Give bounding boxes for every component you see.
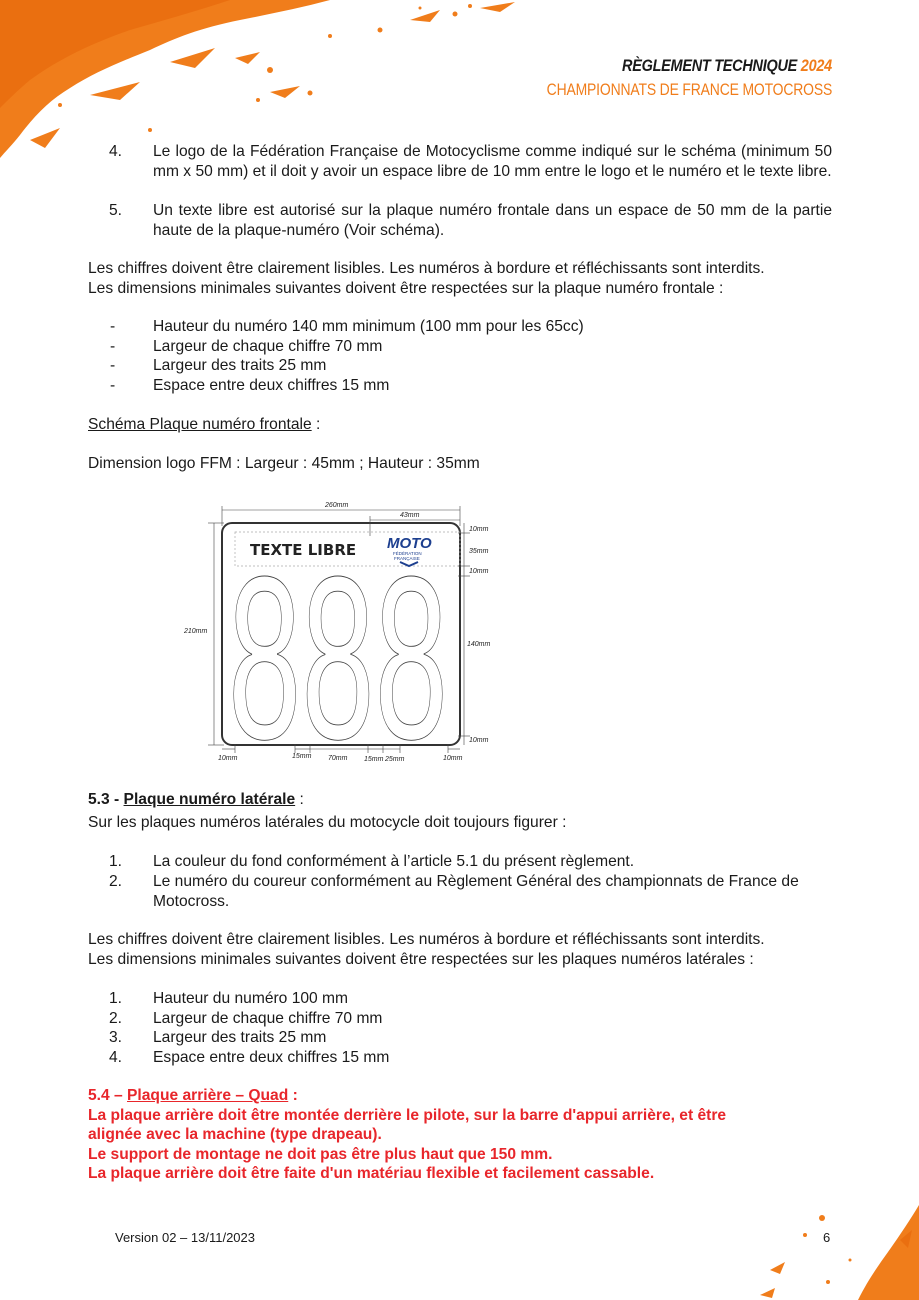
front-plate-diagram [180, 496, 500, 768]
paragraph-line: Les dimensions minimales suivantes doivent être respectées sur les plaques numéros latérales : [88, 950, 754, 968]
list-marker: - [110, 357, 116, 374]
list-item [88, 201, 832, 240]
dim-digit-width: 70mm [328, 755, 348, 762]
list-item-text: Hauteur du numéro 140 mm minimum (100 mm pour les 65cc) [153, 318, 584, 335]
schema-caption [88, 415, 832, 435]
ffm-logo-sub2: FRANÇAISE [394, 556, 420, 561]
list-marker: 5. [109, 202, 123, 219]
list-item-text: Hauteur du numéro 100 mm [153, 990, 349, 1007]
list-item [88, 1028, 832, 1048]
section-text-line: La plaque arrière doit être montée derrière le pilote, sur la barre d'appui arrière, et être [88, 1106, 727, 1124]
dim-space1: 15mm [292, 753, 312, 760]
list-marker: - [110, 376, 116, 394]
list-item-text: Un texte libre est autorisé sur la plaque numéro frontale dans un espace de 50 mm de la partie haute de la plaque-numéro (Voir schéma). [153, 202, 832, 239]
list-item [88, 317, 832, 337]
dim-height: 210mm [184, 628, 208, 635]
list-item-text: Largeur des traits 25 mm [153, 1029, 327, 1046]
section-text-line: La plaque arrière doit être faite d'un matériau flexible et facilement cassable. [88, 1165, 655, 1182]
dim-gap: 10mm [469, 568, 489, 575]
dim-left-margin: 10mm [218, 755, 238, 762]
list-marker: - [110, 318, 116, 335]
footer-version: Version 02 – 13/11/2023 [115, 1230, 255, 1245]
logo-dimensions: Dimension logo FFM : Largeur : 45mm ; Hauteur : 35mm [88, 455, 480, 472]
list-marker: 4. [109, 143, 123, 160]
dim-right-margin: 10mm [443, 755, 463, 762]
list-marker: 2. [109, 1009, 123, 1027]
document-subtitle: CHAMPIONNATS DE FRANCE MOTOCROSS [546, 80, 832, 99]
document-title-year: 2024 [800, 56, 832, 75]
page-number: 6 [823, 1230, 831, 1245]
list-item [88, 356, 832, 376]
section-title: Plaque numéro latérale [123, 791, 296, 808]
list-item-text: Le logo de la Fédération Française de Motocyclisme comme indiqué sur le schéma (minimum 50 mm x 50 mm) et il doit y avoir un espace libre de 10 mm entre le logo et le numéro et le texte libre. [153, 143, 832, 180]
dim-top-gap: 10mm [469, 526, 489, 533]
dim-width: 260mm [325, 502, 349, 509]
list-marker: 1. [109, 990, 123, 1007]
plate-digits: 888 [228, 529, 448, 768]
list-item [88, 337, 832, 357]
list-item-text: La couleur du fond conformément à l’article 5.1 du présent règlement. [153, 853, 635, 870]
list-item [88, 989, 832, 1009]
list-marker: 3. [109, 1029, 123, 1046]
dim-logo-height: 35mm [469, 548, 489, 555]
dim-space2: 15mm [364, 756, 384, 763]
section-number: 5.3 - [88, 791, 124, 808]
list-marker: - [110, 337, 116, 355]
list-marker: 2. [109, 873, 123, 890]
list-item-text: Espace entre deux chiffres 15 mm [153, 1048, 390, 1066]
schema-caption-label: Schéma Plaque numéro frontale [88, 416, 312, 433]
dim-logo-width: 43mm [400, 512, 420, 519]
list-item [88, 1009, 832, 1029]
dim-bottom-gap: 10mm [469, 737, 489, 744]
section-number: 5.4 – [88, 1087, 128, 1104]
list-item-text: Le numéro du coureur conformément au Règlement Général des championnats de France de Motocross. [153, 873, 799, 910]
free-text-label: TEXTE LIBRE [250, 541, 357, 559]
paragraph-line: Les chiffres doivent être clairement lisibles. Les numéros à bordure et réfléchissants sont interdits. [88, 260, 765, 277]
dim-stroke: 25mm [385, 756, 405, 763]
section-colon: : [288, 1087, 298, 1104]
schema-caption-colon: : [311, 416, 321, 433]
list-item [88, 1048, 832, 1068]
section-text-line: alignée avec la machine (type drapeau). [88, 1126, 382, 1143]
paragraph-line: Les dimensions minimales suivantes doivent être respectées sur la plaque numéro frontale : [88, 279, 724, 297]
ffm-logo-sub1: FÉDÉRATION [393, 551, 422, 556]
document-title [622, 56, 832, 76]
list-item [88, 142, 832, 181]
list-item [88, 376, 832, 396]
orange-splash-decoration-bottom [750, 1200, 919, 1300]
list-item [88, 872, 832, 911]
section-heading-5-3 [88, 790, 832, 810]
section-heading-5-4 [88, 1086, 832, 1106]
list-marker: 1. [109, 853, 123, 870]
list-item-text: Espace entre deux chiffres 15 mm [153, 376, 390, 394]
section-text-line: Le support de montage ne doit pas être plus haut que 150 mm. [88, 1145, 553, 1163]
list-item-text: Largeur de chaque chiffre 70 mm [153, 337, 383, 355]
paragraph-line: Les chiffres doivent être clairement lisibles. Les numéros à bordure et réfléchissants sont interdits. [88, 931, 765, 948]
section-colon: : [295, 791, 304, 808]
dim-number-height: 140mm [467, 641, 491, 648]
list-marker: 4. [109, 1048, 123, 1066]
list-item [88, 852, 832, 872]
section-intro: Sur les plaques numéros latérales du motocycle doit toujours figurer : [88, 814, 567, 831]
section-title: Plaque arrière – Quad [127, 1087, 289, 1104]
document-title-main: RÈGLEMENT TECHNIQUE [622, 56, 798, 75]
ffm-logo-text: MOTO [387, 535, 432, 552]
list-item-text: Largeur des traits 25 mm [153, 357, 327, 374]
list-item-text: Largeur de chaque chiffre 70 mm [153, 1009, 383, 1027]
